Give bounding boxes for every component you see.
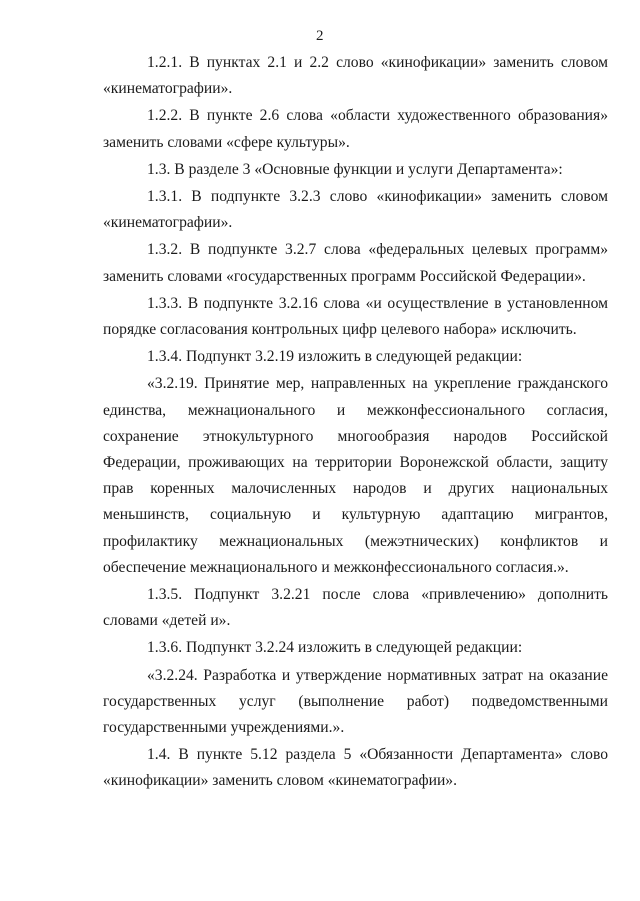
paragraph-1-3-4: 1.3.4. Подпункт 3.2.19 изложить в следующей редакции:	[147, 348, 523, 366]
paragraph-1-3-6: 1.3.6. Подпункт 3.2.24 изложить в следующей редакции:	[147, 639, 523, 657]
paragraph-1-3-3: 1.3.3. В подпункте 3.2.16 слова «и осуществление в установленном порядке согласования контрольных цифр целевого набора» исключить.	[103, 294, 608, 339]
paragraph-1-2-1: 1.2.1. В пунктах 2.1 и 2.2 слово «кинофикации» заменить словом «кинематографии».	[103, 54, 608, 98]
paragraph-quote-3-2-19: «3.2.19. Принятие мер, направленных на укрепление гражданского единства, межнационального и межконфессионального согласия, сохранение этнокультурного многообразия народов Российской Федерации, проживающих на территории Воронежской области, защиту прав коренных малочисленных народов и других национальных меньшинств, социальную и культурную адаптацию мигрантов, профилактику межнациональных (межэтнических) конфликтов и обеспечение межнационального и межконфессионального согласия.».	[103, 375, 608, 576]
paragraph-1-4: 1.4. В пункте 5.12 раздела 5 «Обязанности Департамента» слово «кинофикации» заменить словом «кинематографии».	[103, 746, 608, 790]
paragraph-1-3-2: 1.3.2. В подпункте 3.2.7 слова «федеральных целевых программ» заменить словами «государственных программ Российской Федерации».	[103, 241, 608, 285]
paragraph-1-3: 1.3. В разделе 3 «Основные функции и услуги Департамента»:	[147, 160, 563, 178]
paragraph-1-3-5: 1.3.5. Подпункт 3.2.21 после слова «привлечению» дополнить словами «детей и».	[103, 586, 608, 630]
document-body	[103, 50, 608, 795]
page-number: 2	[316, 28, 324, 44]
paragraph-quote-3-2-24: «3.2.24. Разработка и утверждение нормативных затрат на оказание государственных услуг (выполнение работ) подведомственными государственными учреждениями.».	[103, 666, 608, 737]
paragraph-1-3-1: 1.3.1. В подпункте 3.2.3 слово «кинофикации» заменить словом «кинематографии».	[103, 188, 608, 232]
paragraph-1-2-2: 1.2.2. В пункте 2.6 слова «области художественного образования» заменить словами «сфере культуры».	[103, 107, 608, 151]
